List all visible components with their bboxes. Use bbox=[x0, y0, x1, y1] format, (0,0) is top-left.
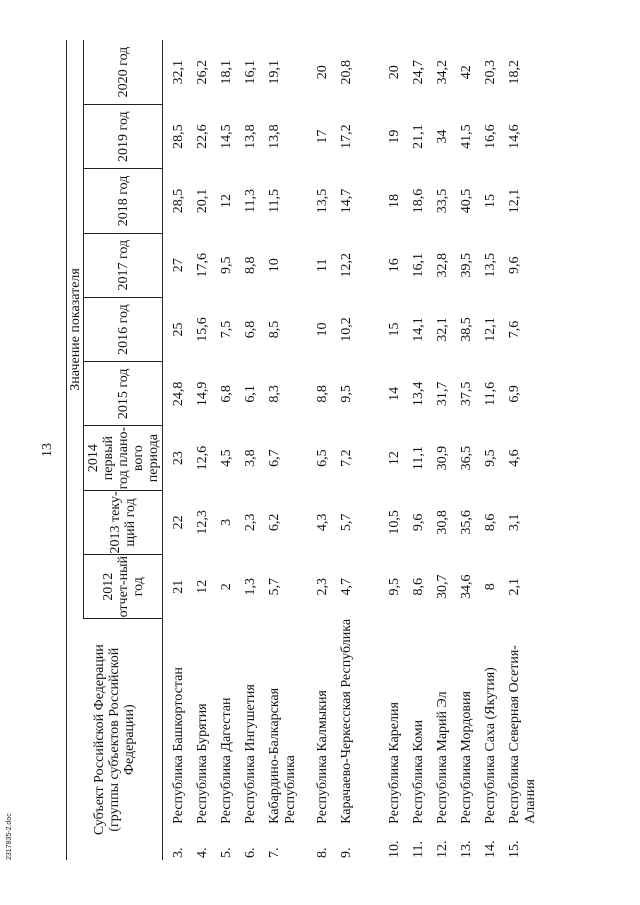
indicator-value: 8,3 bbox=[267, 385, 282, 403]
indicator-value: 13,5 bbox=[315, 188, 330, 214]
indicator-value: 20,3 bbox=[483, 60, 498, 85]
indicator-value: 32,1 bbox=[435, 317, 450, 342]
row-number: 10. bbox=[387, 840, 402, 858]
indicator-value: 23 bbox=[171, 451, 186, 466]
subject-name: Республика Коми bbox=[411, 719, 426, 824]
indicator-value: 15 bbox=[387, 322, 402, 337]
indicator-value: 18 bbox=[387, 193, 402, 208]
indicator-value: 8,6 bbox=[411, 577, 426, 596]
indicator-value: 6,8 bbox=[243, 320, 258, 339]
indicator-value: 14 bbox=[387, 386, 402, 401]
indicator-value: 42 bbox=[459, 65, 474, 80]
column-header: 2017 год bbox=[84, 233, 163, 297]
indicator-value: 18,2 bbox=[507, 60, 522, 85]
indicator-value: 11,5 bbox=[267, 188, 282, 213]
indicator-value: 6,9 bbox=[507, 385, 522, 403]
indicator-value: 9,6 bbox=[507, 256, 522, 274]
indicator-value: 8,8 bbox=[243, 256, 258, 274]
indicator-value: 24,8 bbox=[171, 381, 186, 407]
row-number: 15. bbox=[507, 840, 522, 858]
indicator-value: 14,5 bbox=[219, 124, 234, 149]
indicator-value: 11,6 bbox=[483, 381, 498, 406]
indicator-value: 19,1 bbox=[267, 60, 282, 85]
row-number: 3. bbox=[171, 847, 186, 858]
indicator-value: 12,1 bbox=[507, 188, 522, 214]
indicator-value: 34,2 bbox=[435, 60, 450, 85]
indicator-value: 8,6 bbox=[483, 513, 498, 532]
indicator-value: 4,7 bbox=[339, 577, 354, 596]
indicator-value: 13,4 bbox=[411, 381, 426, 407]
indicator-value: 14,1 bbox=[411, 317, 426, 342]
indicator-value: 12 bbox=[387, 451, 402, 466]
table-row bbox=[387, 40, 411, 860]
row-number: 8. bbox=[315, 847, 330, 858]
indicator-value: 12,1 bbox=[483, 317, 498, 342]
indicator-value: 14,6 bbox=[507, 124, 522, 149]
subject-name: Республика Саха (Якутия) bbox=[483, 667, 498, 824]
subject-name: Республика Мордовия bbox=[459, 691, 474, 824]
indicator-value: 2,3 bbox=[315, 577, 330, 596]
indicator-value: 24,7 bbox=[411, 60, 426, 85]
subject-name: Кабардино-Балкарская Республика bbox=[267, 687, 298, 824]
indicator-value: 15 bbox=[483, 193, 498, 208]
indicator-value: 11 bbox=[315, 258, 330, 272]
indicator-value: 13,8 bbox=[267, 124, 282, 149]
table-row bbox=[315, 40, 339, 860]
indicator-value: 6,7 bbox=[267, 449, 282, 467]
table-row bbox=[339, 40, 379, 860]
table-row bbox=[171, 40, 195, 860]
indicator-value: 16,1 bbox=[243, 60, 258, 85]
indicator-value: 14,9 bbox=[195, 381, 210, 407]
subject-name: Республика Карелия bbox=[387, 702, 402, 824]
document-footer: 2317835-2.doc bbox=[6, 813, 13, 860]
indicator-value: 18,1 bbox=[219, 60, 234, 85]
indicator-value: 39,5 bbox=[459, 252, 474, 278]
column-header: 2020 год bbox=[84, 40, 163, 104]
indicator-value: 7,2 bbox=[339, 449, 354, 467]
indicator-value: 6,8 bbox=[219, 385, 234, 403]
indicator-value: 38,5 bbox=[459, 317, 474, 342]
indicator-value: 9,5 bbox=[387, 577, 402, 596]
indicator-value: 5,7 bbox=[267, 577, 282, 596]
indicator-value: 6,1 bbox=[243, 385, 258, 403]
indicator-value: 34,6 bbox=[459, 574, 474, 599]
subject-name: Республика Калмыкия bbox=[315, 690, 330, 824]
row-number: 7. bbox=[267, 847, 282, 858]
table-row bbox=[411, 40, 435, 860]
indicator-value: 4,3 bbox=[315, 513, 330, 532]
indicator-value: 25 bbox=[171, 322, 186, 337]
indicator-value: 17,2 bbox=[339, 124, 354, 149]
row-number: 13. bbox=[459, 840, 474, 858]
row-number: 5. bbox=[219, 847, 234, 858]
subject-name: Республика Башкортостан bbox=[171, 667, 186, 824]
indicator-value: 4,6 bbox=[507, 449, 522, 467]
indicator-value: 28,5 bbox=[171, 124, 186, 149]
indicator-value: 7,6 bbox=[507, 320, 522, 339]
table-row bbox=[219, 40, 243, 860]
indicator-value: 6,2 bbox=[267, 513, 282, 532]
row-number: 14. bbox=[483, 840, 498, 858]
indicator-value: 21,1 bbox=[411, 124, 426, 149]
indicator-value: 3 bbox=[219, 518, 234, 526]
column-header: 2019 год bbox=[84, 104, 163, 168]
indicator-value: 12,6 bbox=[195, 445, 210, 471]
indicator-value: 18,6 bbox=[411, 188, 426, 214]
indicator-value: 16 bbox=[387, 258, 402, 273]
indicator-value: 7,5 bbox=[219, 320, 234, 339]
subject-name: Республика Северная Осетия-Алания bbox=[507, 645, 538, 824]
indicator-value: 30,9 bbox=[435, 445, 450, 471]
indicator-value: 26,2 bbox=[195, 60, 210, 85]
indicator-value: 37,5 bbox=[459, 381, 474, 407]
indicator-value: 3,8 bbox=[243, 449, 258, 467]
row-number: 11. bbox=[411, 841, 426, 858]
indicator-value: 19 bbox=[387, 129, 402, 144]
indicator-value: 9,6 bbox=[411, 513, 426, 532]
indicator-value: 20 bbox=[387, 65, 402, 80]
indicator-value: 21 bbox=[171, 579, 186, 594]
indicator-value: 22,6 bbox=[195, 124, 210, 149]
column-header: 2015 год bbox=[84, 362, 163, 426]
indicator-value: 13,5 bbox=[483, 252, 498, 278]
subject-name: Республика Ингушетия bbox=[243, 684, 258, 824]
column-header: 2012 отчет-ный год bbox=[84, 555, 163, 619]
indicator-value: 33,5 bbox=[435, 188, 450, 214]
column-header: 2018 год bbox=[84, 169, 163, 233]
indicator-value: 9,5 bbox=[219, 256, 234, 274]
indicator-value: 2,3 bbox=[243, 513, 258, 532]
indicator-value: 12 bbox=[219, 193, 234, 208]
indicator-value: 11,1 bbox=[411, 446, 426, 471]
indicator-value: 10 bbox=[267, 258, 282, 273]
subject-name: Республика Дагестан bbox=[219, 697, 234, 824]
indicator-value: 27 bbox=[171, 258, 186, 273]
group-header: Значение показателя bbox=[67, 40, 84, 619]
indicator-value: 32,8 bbox=[435, 252, 450, 278]
subject-name: Республика Бурятия bbox=[195, 703, 210, 824]
indicator-value: 12,3 bbox=[195, 510, 210, 535]
column-header: 2016 год bbox=[84, 297, 163, 361]
indicator-value: 15,6 bbox=[195, 317, 210, 342]
indicator-value: 20,8 bbox=[339, 60, 354, 85]
indicator-value: 41,5 bbox=[459, 124, 474, 149]
indicator-value: 2 bbox=[219, 583, 234, 591]
rotated-page bbox=[40, 40, 600, 860]
indicator-table bbox=[66, 40, 547, 860]
indicator-value: 12 bbox=[195, 579, 210, 594]
page-number: 13 bbox=[40, 443, 55, 457]
indicator-value: 20 bbox=[315, 65, 330, 80]
indicator-value: 14,7 bbox=[339, 188, 354, 214]
indicator-value: 28,5 bbox=[171, 188, 186, 214]
indicator-value: 10 bbox=[315, 322, 330, 337]
row-number: 9. bbox=[339, 847, 354, 858]
indicator-value: 9,5 bbox=[339, 385, 354, 403]
table-row bbox=[435, 40, 459, 860]
indicator-value: 1,3 bbox=[243, 577, 258, 596]
indicator-value: 31,7 bbox=[435, 381, 450, 407]
indicator-value: 8,5 bbox=[267, 320, 282, 339]
indicator-value: 32,1 bbox=[171, 60, 186, 85]
indicator-value: 16,1 bbox=[411, 252, 426, 278]
indicator-value: 35,6 bbox=[459, 510, 474, 535]
row-number: 4. bbox=[195, 847, 210, 858]
subject-name: Карачаево-Черкесская Республика bbox=[339, 618, 354, 824]
indicator-value: 8 bbox=[483, 583, 498, 591]
indicator-value: 30,7 bbox=[435, 574, 450, 599]
indicator-value: 3,1 bbox=[507, 513, 522, 532]
indicator-value: 13,8 bbox=[243, 124, 258, 149]
table-row bbox=[243, 40, 267, 860]
indicator-value: 16,6 bbox=[483, 124, 498, 149]
table-row bbox=[195, 40, 219, 860]
column-header: 2013 теку-щий год bbox=[84, 490, 163, 554]
row-number: 12. bbox=[435, 840, 450, 858]
indicator-value: 17,6 bbox=[195, 252, 210, 278]
indicator-value: 11,3 bbox=[243, 188, 258, 213]
subject-name: Республика Марий Эл bbox=[435, 691, 450, 824]
indicator-value: 20,1 bbox=[195, 188, 210, 214]
table-row bbox=[507, 40, 547, 860]
indicator-value: 2,1 bbox=[507, 577, 522, 596]
indicator-value: 34 bbox=[435, 129, 450, 144]
indicator-value: 30,8 bbox=[435, 510, 450, 535]
table-row bbox=[483, 40, 507, 860]
indicator-value: 40,5 bbox=[459, 188, 474, 214]
indicator-value: 9,5 bbox=[483, 449, 498, 467]
table-row bbox=[459, 40, 483, 860]
indicator-value: 17 bbox=[315, 129, 330, 144]
column-header: 2014 первый год плано-вого периода bbox=[85, 426, 161, 490]
indicator-value: 5,7 bbox=[339, 513, 354, 532]
indicator-value: 6,5 bbox=[315, 449, 330, 467]
subject-header: Субъект Российской Федерации (группы субъектов Российской Федерации) bbox=[67, 619, 163, 860]
indicator-value: 36,5 bbox=[459, 445, 474, 471]
indicator-value: 8,8 bbox=[315, 385, 330, 403]
indicator-value: 12,2 bbox=[339, 252, 354, 278]
indicator-value: 22 bbox=[171, 515, 186, 530]
indicator-value: 10,2 bbox=[339, 317, 354, 342]
table-row bbox=[267, 40, 307, 860]
row-number: 6. bbox=[243, 847, 258, 858]
indicator-value: 10,5 bbox=[387, 510, 402, 535]
indicator-value: 4,5 bbox=[219, 449, 234, 467]
